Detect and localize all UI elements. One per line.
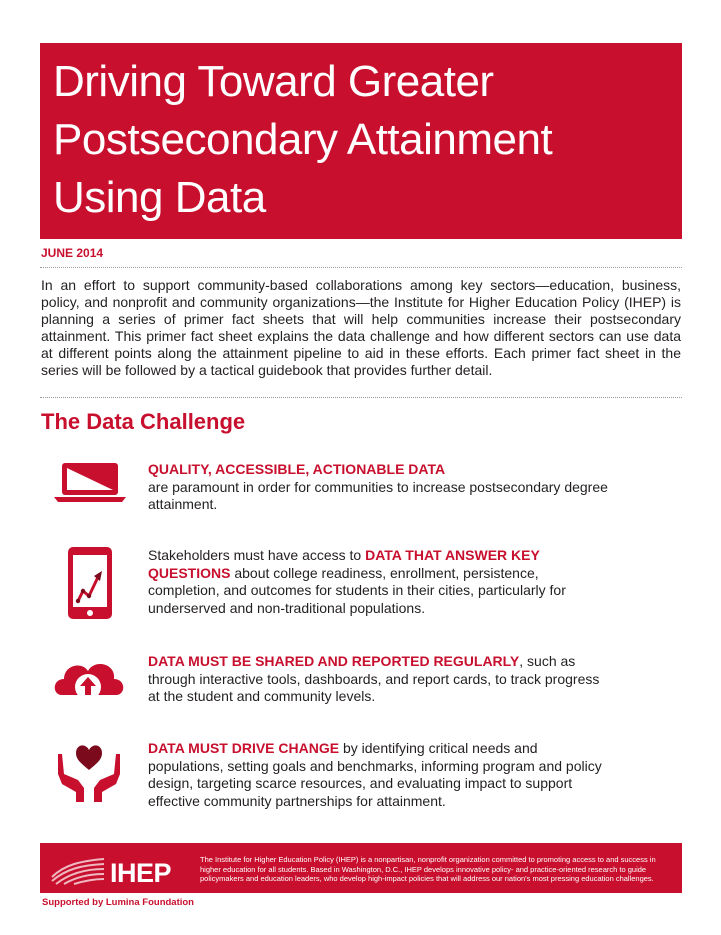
publication-date: JUNE 2014	[41, 246, 104, 260]
laptop-icon	[48, 461, 130, 541]
tablet-chart-icon	[48, 547, 130, 627]
footer-description: The Institute for Higher Education Policy (IHEP) is a nonpartisan, nonprofit organization committed to promoting access to and success in higher education for all students. Based in Washington, D.C., IHEP develops innovative policy- and practice-oriented research to guide policymakers and education leaders, who develop high-impact policies that will address our nation's most pressing education challenges.	[200, 855, 656, 883]
challenge-text-3: DATA MUST BE SHARED AND REPORTED REGULARLY, such as through interactive tools, dashboards, and report cards, to track progress at the student and community levels.	[148, 653, 600, 704]
hands-heart-icon	[48, 740, 130, 820]
hero-banner	[40, 43, 682, 239]
challenge-item-1	[40, 461, 680, 551]
challenge-item-3	[40, 653, 680, 743]
divider	[40, 397, 682, 398]
challenge-highlight-4: DATA MUST DRIVE CHANGE	[148, 740, 340, 756]
page-title	[53, 53, 552, 227]
cloud-upload-icon	[48, 653, 130, 733]
footer-banner	[40, 843, 682, 893]
title-line-1: Driving Toward Greater	[53, 57, 494, 106]
challenge-item-2	[40, 547, 680, 637]
title-line-3: Using Data	[53, 173, 266, 222]
challenge-text-2: Stakeholders must have access to DATA THAT ANSWER KEY QUESTIONS about college readiness, enrollment, persistence, completion, and outcomes for students in their cities, particularly for underserved and non-traditional populations.	[148, 547, 566, 616]
supporter-credit: Supported by Lumina Foundation	[42, 897, 194, 908]
section-title: The Data Challenge	[41, 409, 246, 434]
challenge-highlight-3: DATA MUST BE SHARED AND REPORTED REGULARLY	[148, 653, 520, 669]
title-line-2: Postsecondary Attainment	[53, 115, 553, 164]
intro-paragraph: In an effort to support community-based collaborations among key sectors—education, business, policy, and nonprofit and community organizations—the Institute for Higher Education Policy (IHEP) is planning a series of primer fact sheets that will help communities increase their postsecondary attainment. This primer fact sheet explains the data challenge and how different sectors can use data at different points along the attainment pipeline to aid in these efforts. Each primer fact sheet in the series will be followed by a tactical guidebook that provides further detail.	[41, 277, 681, 378]
ihep-logo	[50, 851, 200, 887]
challenge-text-1: QUALITY, ACCESSIBLE, ACTIONABLE DATA are paramount in order for communities to increase postsecondary degree attainment.	[148, 461, 608, 512]
logo-text: IHEP	[110, 858, 172, 888]
challenge-highlight-2: DATA THAT ANSWER KEY QUESTIONS	[148, 547, 540, 581]
divider	[40, 267, 682, 268]
challenge-item-4	[40, 740, 680, 830]
challenge-highlight-1: QUALITY, ACCESSIBLE, ACTIONABLE DATA	[148, 461, 446, 477]
logo-mark-icon	[50, 855, 106, 885]
challenge-text-4: DATA MUST DRIVE CHANGE by identifying critical needs and populations, setting goals and benchmarks, informing program and policy design, targeting scarce resources, and evaluating impact to support effective community partnerships for attainment.	[148, 740, 602, 809]
